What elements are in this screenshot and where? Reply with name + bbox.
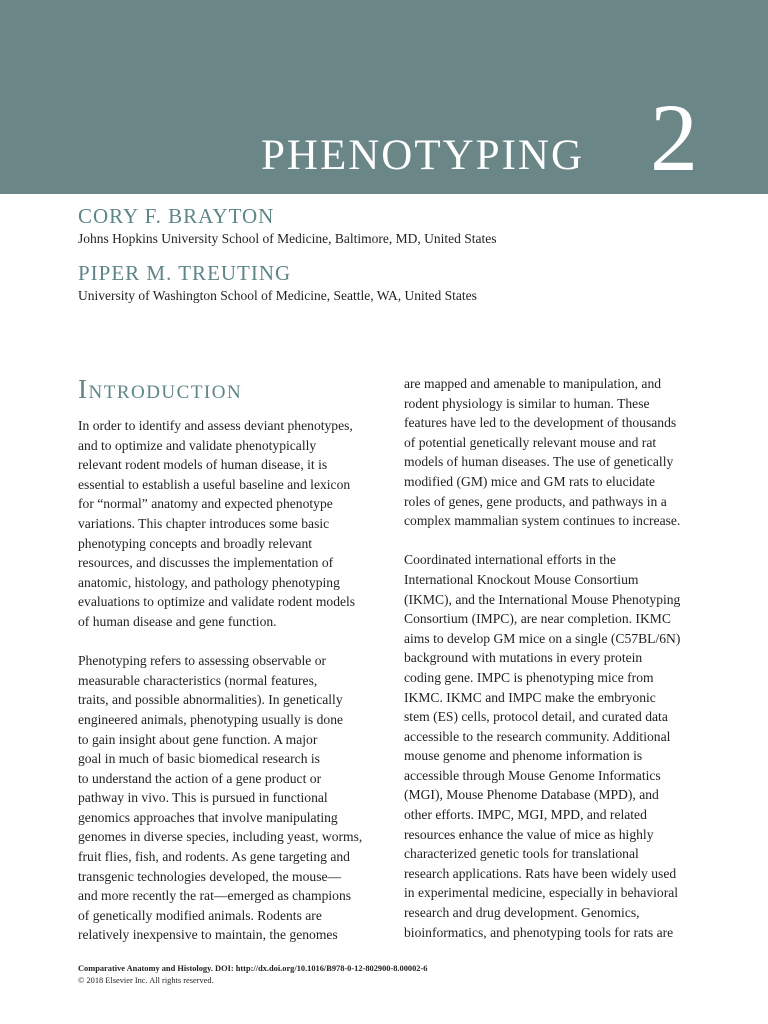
footer-doi: Comparative Anatomy and Histology. DOI: http://dx.doi.org/10.1016/B978-0-12-802900-8.00002-6	[78, 964, 428, 973]
text-line: goal in much of basic biomedical research is	[78, 751, 320, 767]
text-line: complex mammalian system continues to increase.	[404, 513, 681, 529]
author-name: PIPER M. TREUTING	[78, 261, 292, 285]
text-line: variations. This chapter introduces some basic	[78, 515, 330, 531]
text-line: stem (ES) cells, protocol detail, and curated data	[404, 709, 668, 725]
text-line: modified (GM) mice and GM rats to elucidate	[404, 473, 656, 489]
text-line: in experimental medicine, especially in behavioral	[404, 885, 679, 901]
text-line: of potential genetically relevant mouse and rat	[404, 434, 657, 450]
section-heading-introduction: Introduction	[78, 374, 243, 404]
text-line: accessible to the research community. Additional	[404, 728, 671, 744]
text-line: research and drug development. Genomics,	[404, 905, 640, 921]
text-line: relevant rodent models of human disease, it is	[78, 457, 328, 473]
paragraph-gap	[404, 531, 716, 551]
text-line: of human disease and gene function.	[78, 613, 277, 629]
text-line: and to optimize and validate phenotypically	[78, 437, 317, 453]
text-line: to gain insight about gene function. A major	[78, 731, 318, 747]
text-line: IKMC. IKMC and IMPC make the embryonic	[404, 689, 656, 705]
text-line: are mapped and amenable to manipulation, and	[404, 376, 662, 391]
text-line: rodent physiology is similar to human. These	[404, 395, 650, 411]
text-line: essential to establish a useful baseline and lexicon	[78, 476, 351, 492]
text-line: pathway in vivo. This is pursued in functional	[78, 790, 328, 806]
text-line: bioinformatics, and phenotyping tools for rats are	[404, 924, 674, 940]
text-line: anatomic, histology, and pathology phenotyping	[78, 574, 340, 590]
left-text-column	[78, 416, 390, 945]
text-line: measurable characteristics (normal features,	[78, 672, 318, 688]
text-line: fruit flies, fish, and rodents. As gene targeting and	[78, 849, 350, 865]
text-line: resources enhance the value of mice as highly	[404, 826, 654, 842]
author-affiliation: University of Washington School of Medicine, Seattle, WA, United States	[78, 288, 477, 303]
text-line: (IKMC), and the International Mouse Phenotyping	[404, 591, 681, 607]
text-line: evaluations to optimize and validate rodent models	[78, 594, 356, 610]
text-line: to understand the action of a gene product or	[78, 770, 322, 786]
text-line: accessible through Mouse Genome Informatics	[404, 767, 661, 783]
text-line: genomics approaches that involve manipulating	[78, 809, 338, 825]
text-line: Phenotyping refers to assessing observable or	[78, 653, 327, 669]
chapter-number: 2	[650, 84, 698, 191]
text-line: roles of genes, gene products, and pathways in a	[404, 493, 667, 509]
text-line: genomes in diverse species, including yeast, worms,	[78, 829, 363, 845]
text-line: research applications. Rats have been widely used	[404, 865, 677, 881]
text-line: Consortium (IMPC), are near completion. IKMC	[404, 611, 671, 627]
paragraph-gap	[78, 632, 390, 652]
text-line: Coordinated international efforts in the	[404, 552, 616, 568]
text-line: phenotyping concepts and broadly relevant	[78, 535, 313, 551]
text-line: for “normal” anatomy and expected phenotype	[78, 496, 333, 512]
text-line: transgenic technologies developed, the mouse—	[78, 868, 342, 884]
footer-copyright: © 2018 Elsevier Inc. All rights reserved.	[78, 976, 214, 985]
text-line: background with mutations in every protein	[404, 650, 643, 666]
author-name: CORY F. BRAYTON	[78, 204, 275, 228]
text-line: coding gene. IMPC is phenotyping mice from	[404, 669, 654, 685]
text-line: models of human diseases. The use of genetically	[404, 454, 674, 470]
text-line: and more recently the rat—emerged as champions	[78, 888, 352, 904]
text-line: In order to identify and assess deviant phenotypes,	[78, 418, 353, 433]
text-line: mouse genome and phenome information is	[404, 748, 643, 764]
text-line: resources, and discusses the implementation of	[78, 555, 334, 571]
text-line: aims to develop GM mice on a single (C57BL/6N)	[404, 630, 681, 646]
text-line: of genetically modified animals. Rodents are	[78, 907, 322, 923]
text-line: traits, and possible abnormalities). In genetically	[78, 692, 343, 708]
chapter-title: PHENOTYPING	[261, 132, 584, 179]
chapter-banner	[0, 0, 768, 194]
text-line: relatively inexpensive to maintain, the genomes	[78, 927, 338, 943]
text-line: (MGI), Mouse Phenome Database (MPD), and	[404, 787, 659, 803]
text-line: International Knockout Mouse Consortium	[404, 571, 639, 587]
text-line: features have led to the development of thousands	[404, 415, 677, 431]
right-text-column	[404, 374, 716, 942]
text-line: characterized genetic tools for translational	[404, 846, 639, 862]
text-line: other efforts. IMPC, MGI, MPD, and related	[404, 807, 647, 823]
text-line: engineered animals, phenotyping usually is done	[78, 711, 344, 727]
author-affiliation: Johns Hopkins University School of Medicine, Baltimore, MD, United States	[78, 231, 497, 246]
